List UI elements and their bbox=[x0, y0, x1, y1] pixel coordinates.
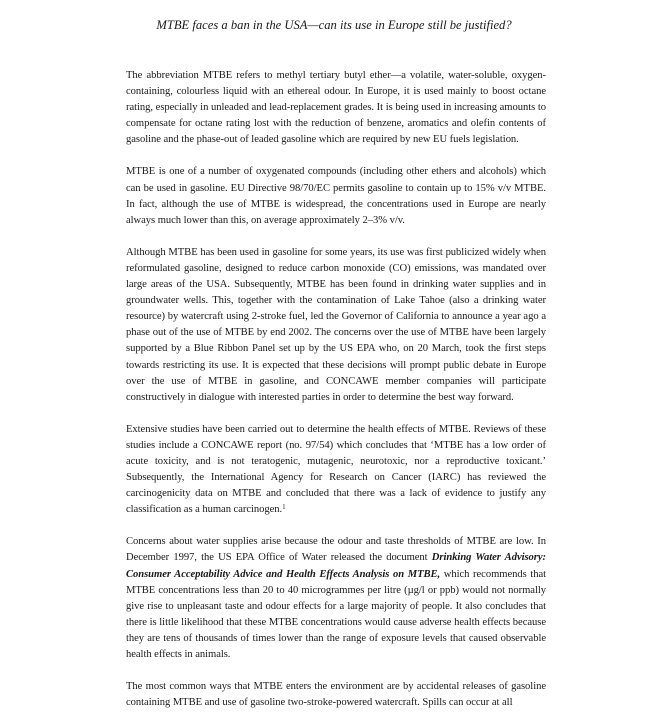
paragraph-2: MTBE is one of a number of oxygenated compounds (including other ethers and alcohols) which can be used in gasoline. EU Directive 98/70/EC permits gasoline to contain up to 15% v/v MTBE. In fact, although the use of MTBE is widespread, the concentrations used in Europe are nearly always much lower than this, on average approximately 2–3% v/v. bbox=[126, 166, 546, 226]
footnote-mark: 1 bbox=[282, 503, 286, 512]
paragraph-5-text-after: which recommends that MTBE concentrations less than 20 to 40 microgrammes per litre (µg/l or ppb) would not normally give rise to unpleasant taste and odour effects for a large majority of people. It also concludes that there is little likelihood that these MTBE concentrations would cause adverse health effects because they are tens of thousands of times lower than the range of exposure levels that caused observable health effects in animals. bbox=[126, 568, 546, 660]
paragraph-6: The most common ways that MTBE enters the environment are by accidental releases of gasoline containing MTBE and use of gasoline two-stroke-powered watercraft. Spills can occur at all bbox=[126, 681, 546, 709]
paragraph-3: Although MTBE has been used in gasoline for some years, its use was first publicized widely when reformulated gasoline, designed to reduce carbon monoxide (CO) emissions, was mandated over large areas of the USA. Subsequently, MTBE has been found in drinking water supplies and in groundwater wells. This, together with the contamination of Lake Tahoe (also a drinking water resource) by watercraft using 2-stroke fuel, led the Governor of California to announce a year ago a phase out of the use of MTBE by end 2002. The concerns over the use of MTBE have been largely supported by a Blue Ribbon Panel set up by the US EPA who, on 20 March, took the first steps towards restricting its use. It is expected that these decisions will prompt public debate in Europe over the use of MTBE in gasoline, and CONCAWE member companies will participate constructively in dialogue with interested parties in order to determine the best way forward. bbox=[126, 246, 546, 403]
paragraph-4-text: Extensive studies have been carried out to determine the health effects of MTBE. Reviews of these studies include a CONCAWE report (no. 97/54) which concludes that ‘MTBE has a low order of acute toxicity, and is not teratogenic, mutagenic, neurotoxic, nor a reproductive toxicant.’ Subsequently, the International Agency for Research on Cancer (IARC) has reviewed the carcinogenicity data on MTBE and concluded that there was a lack of evidence to justify any classification as a human carcinogen. bbox=[126, 423, 546, 516]
paragraph-4 bbox=[126, 422, 546, 519]
body-text bbox=[126, 68, 546, 727]
document-title-reference: Drinking Water Advisory: Consumer Acceptability Advice and Health Effects Analysis on MTBE, bbox=[126, 552, 547, 580]
paragraph-1: The abbreviation MTBE refers to methyl tertiary butyl ether—a volatile, water-soluble, oxygen-containing, colourless liquid with an ethereal odour. In Europe, it is used mainly to boost octane rating, especially in unleaded and lead-replacement grades. It is being used in increasing amounts to compensate for octane rating lost with the reduction of benzene, aromatics and olefin contents of gasoline and the phase-out of leaded gasoline which are required by new EU fuels legislation. bbox=[126, 70, 546, 146]
paragraph-5-text-before: Concerns about water supplies arise because the odour and taste thresholds of MTBE are low. In December 1997, the US EPA Office of Water released the document bbox=[126, 536, 546, 564]
paragraph-5 bbox=[126, 534, 546, 663]
document-title: MTBE faces a ban in the USA—can its use in Europe still be justified? bbox=[156, 18, 512, 32]
